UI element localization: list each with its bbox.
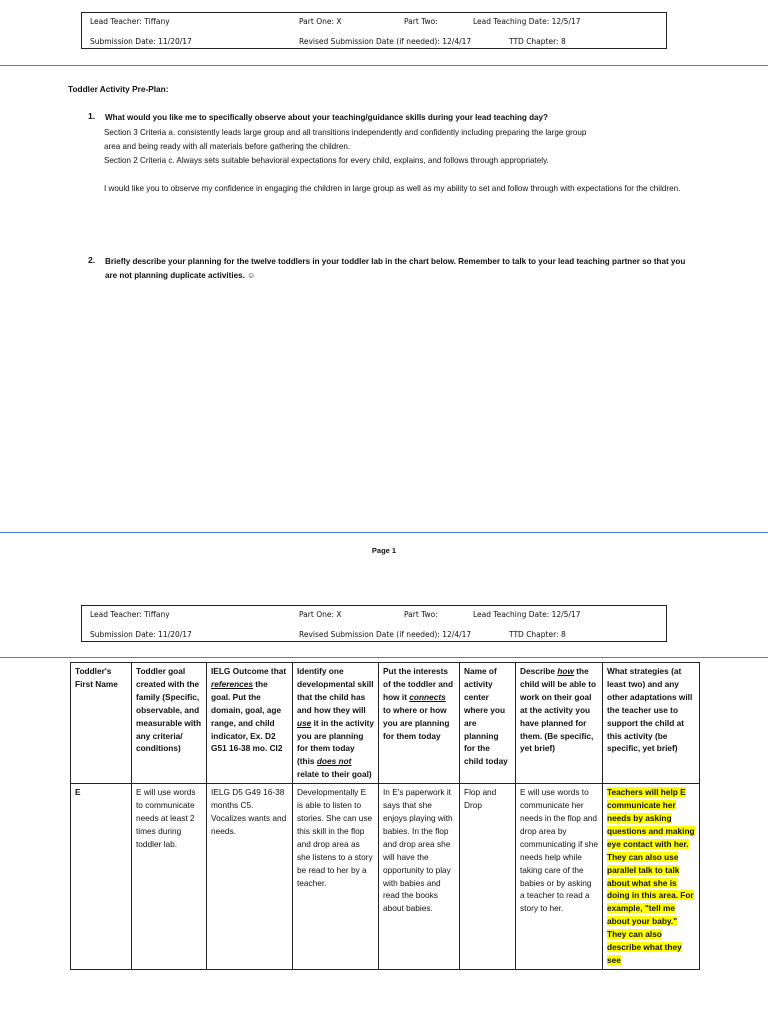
header-describe-how: Describe how the child will be able to work on their goal at the activity you have planned for them. (Be specific, yet brief) [516,663,603,784]
cell-name: E [71,784,132,970]
ttd-chapter: TTD Chapter: 8 [509,630,566,639]
lead-teacher: Lead Teacher: Tiffany [90,17,170,26]
cell-skill: Developmentally E is able to listen to stories. She can use this skill in the flop and drop area as she listens to a story be read to her by a teacher. [293,784,379,970]
question-1-text: What would you like me to specifically observe about your teaching/guidance skills during your lead teaching day? [105,113,549,122]
header-ielg-outcome: IELG Outcome that references the goal. Put the domain, goal, age range, and child indicator, Ex. D2 G51 16-38 mo. CI2 [207,663,293,784]
answer-1-paragraph: I would like you to observe my confidence in engaging the children in large group as well as my ability to set and follow through with expectations for the children. [104,184,681,193]
cell-how: E will use words to communicate her needs in the flop and drop area by communicating if she needs help while taking care of the babies or by asking a teacher to read a story to her. [516,784,603,970]
part-two: Part Two: [404,17,438,26]
highlighted-strategies-text: Teachers will help E communicate her needs by asking questions and making eye contact with her. They can also use parallel talk to talk about what she is doing in this area. For example, "tell me about your baby." They can also describe what they see [607,787,695,965]
part-two: Part Two: [404,610,438,619]
header-box [81,12,667,49]
cell-interest: In E's paperwork it says that she enjoys playing with babies. In the flop and drop area she will have the opportunity to play with babies and read the books about babies. [379,784,460,970]
page-break-rule [0,532,768,533]
header-strategies: What strategies (at least two) and any other adaptations will the teacher use to support the child at this activity (be specific, yet brief) [603,663,700,784]
part-one: Part One: X [299,610,342,619]
answer-1-line-2: area and being ready with all materials before gathering the children. [104,142,351,151]
header-rule-2 [0,657,768,658]
question-2-number: 2. [88,255,96,265]
header-toddler-goal: Toddler goal created with the family (Specific, observable, and measurable with any criteria/ conditions) [132,663,207,784]
header-activity-center: Name of activity center where you are planning for the child today [460,663,516,784]
lead-teacher: Lead Teacher: Tiffany [90,610,170,619]
ttd-chapter: TTD Chapter: 8 [509,37,566,46]
cell-strategies [603,784,700,970]
lead-teaching-date: Lead Teaching Date: 12/5/17 [473,17,581,26]
table-header-row [71,663,700,784]
question-1-number: 1. [88,111,96,121]
revised-submission-date: Revised Submission Date (if needed): 12/4/17 [299,630,472,639]
answer-1-line-3: Section 2 Criteria c. Always sets suitable behavioral expectations for every child, explains, and follows through appropriately. [104,156,549,165]
header-box-2 [81,605,667,642]
submission-date: Submission Date: 11/20/17 [90,37,192,46]
answer-1-line-1: Section 3 Criteria a. consistently leads large group and all transitions independently and confidently including preparing the large group [104,128,587,137]
part-one: Part One: X [299,17,342,26]
cell-goal: E will use words to communicate needs at least 2 times during toddler lab. [132,784,207,970]
submission-date: Submission Date: 11/20/17 [90,630,192,639]
table-row [71,784,700,970]
page-number: Page 1 [371,546,397,555]
header-developmental-skill: Identify one developmental skill that the child has and how they will use it in the activity you are planning for them today (this does not relate to their goal) [293,663,379,784]
header-first-name: Toddler's First Name [71,663,132,784]
header-interests: Put the interests of the toddler and how it connects to where or how you are planning for them today [379,663,460,784]
revised-submission-date: Revised Submission Date (if needed): 12/4/17 [299,37,472,46]
cell-ielg: IELG D5 G49 16-38 months C5. Vocalizes wants and needs. [207,784,293,970]
planning-table [70,662,700,970]
page-title: Toddler Activity Pre-Plan: [68,84,169,94]
lead-teaching-date: Lead Teaching Date: 12/5/17 [473,610,581,619]
question-2-text: Briefly describe your planning for the twelve toddlers in your toddler lab in the chart below. Remember to talk to your lead teaching partner so that you are not planning duplicate activities. ☺ [105,257,686,280]
header-rule [0,65,768,66]
cell-center: Flop and Drop [460,784,516,970]
